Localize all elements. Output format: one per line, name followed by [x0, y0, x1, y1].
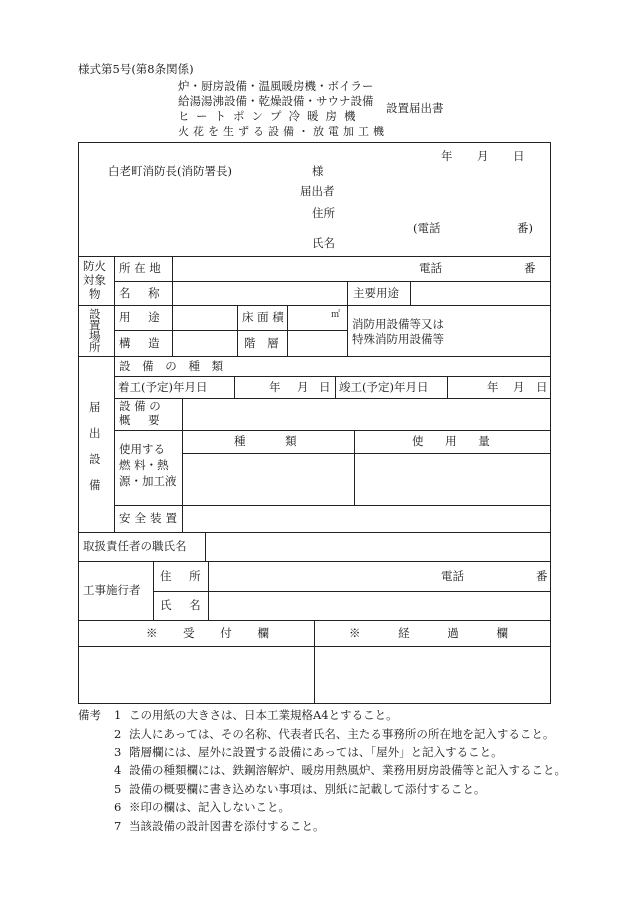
notifier-address: 住所 [312, 206, 335, 220]
floor-area-unit: ㎡ [331, 310, 341, 320]
fuel-label-3: 源・加工液 [119, 474, 177, 488]
floor-area-label: 床 面 積 [242, 310, 284, 324]
title-line-4: 火花を生ずる設備・放電加工機 [178, 125, 388, 138]
addressee-sama: 様 [312, 164, 324, 178]
install-label-1: 設 [89, 307, 101, 321]
contractor-phone-ban: 番 [536, 569, 548, 583]
floors-label: 階 層 [244, 336, 283, 350]
note-2-text: 法人にあっては、その名称、代表者氏名、主たる事務所の所在地を記入すること。 [129, 727, 555, 741]
note-6-text: ※印の欄は、記入しないこと。 [129, 800, 290, 814]
equipment-label-4: 備 [89, 478, 101, 492]
manager-label: 取扱責任者の職氏名 [83, 539, 187, 553]
date-month: 月 [477, 149, 489, 163]
install-label-3: 場 [89, 329, 101, 343]
note-4-text: 設備の種類欄には、鉄鋼溶解炉、暖房用熱風炉、業務用厨房設備等と記入すること。 [129, 763, 566, 777]
install-label-4: 所 [89, 340, 101, 354]
main-use-label: 主要用途 [353, 286, 399, 300]
fuel-label-2: 燃 料・熱 [119, 458, 169, 472]
complete-year: 年 [487, 380, 499, 394]
title-suffix: 設置届出書 [386, 101, 444, 115]
equipment-kind-label: 設 備 の 種 類 [119, 359, 228, 373]
name-label: 名 称 [119, 286, 167, 300]
overview-label-2: 概 要 [119, 413, 167, 427]
note-5-num: 5 [114, 782, 122, 796]
fire-equip-label-2: 特殊消防用設備等 [352, 332, 444, 346]
equipment-label-3: 設 [89, 452, 101, 466]
notifier-label: 届出者 [300, 184, 335, 198]
start-year: 年 [269, 380, 281, 394]
safety-device-label: 安全装置 [119, 511, 181, 525]
structure-label: 構 造 [119, 336, 167, 350]
form-number: 様式第5号(第8条関係) [78, 62, 194, 76]
contractor-phone: 電話 [441, 569, 464, 583]
install-label-2: 置 [89, 318, 101, 332]
contractor-address-label: 住 所 [160, 569, 208, 583]
addressee: 白老町消防長(消防署長) [108, 164, 232, 178]
fire-target-label-3: 物 [89, 287, 101, 301]
start-date-label: 着工(予定)年月日 [118, 380, 208, 394]
notifier-phone: (電話 [413, 221, 441, 235]
note-5-text: 設備の概要欄に書き込めない事項は、別紙に記載して添付すること。 [129, 782, 486, 796]
note-3-text: 階層欄には、屋外に設置する設備にあっては、「屋外」と記入すること。 [129, 745, 503, 759]
location-phone-ban: 番 [524, 261, 536, 275]
use-label: 用 途 [119, 310, 167, 324]
overview-label-1: 設 備 の [119, 399, 161, 413]
note-4-num: 4 [114, 763, 122, 777]
notifier-name: 氏名 [312, 236, 335, 250]
note-2-num: 2 [114, 727, 122, 741]
start-month: 月 [297, 380, 309, 394]
amount-column-header: 使 用 量 [412, 434, 490, 448]
fire-target-label-1: 防火 [83, 259, 106, 273]
location-label: 所 在 地 [119, 261, 161, 275]
complete-day: 日 [536, 380, 548, 394]
location-phone: 電話 [419, 261, 442, 275]
title-line-3: ヒートポンプ冷暖房機 [178, 109, 363, 123]
title-line-1: 炉・厨房設備・温風暖房機・ボイラー [178, 79, 374, 93]
title-line-2: 給湯湯沸設備・乾燥設備・サウナ設備 [178, 94, 374, 108]
note-1-text: この用紙の大きさは、日本工業規格A4とすること。 [129, 708, 398, 722]
note-7-num: 7 [114, 819, 122, 833]
complete-date-label: 竣工(予定)年月日 [339, 380, 429, 394]
fire-target-label-2: 対象 [83, 273, 106, 287]
contractor-name-label: 氏 名 [160, 598, 208, 612]
equipment-label-2: 出 [89, 426, 101, 440]
fuel-label-1: 使用する [119, 442, 165, 456]
contractor-label: 工事施行者 [83, 583, 141, 597]
start-day: 日 [319, 380, 331, 394]
notes-heading: 備考 [78, 708, 101, 722]
date-day: 日 [513, 149, 525, 163]
note-6-num: 6 [114, 800, 122, 814]
date-year: 年 [441, 149, 453, 163]
equipment-label-1: 届 [89, 400, 101, 414]
notifier-phone-ban: 番) [517, 221, 533, 235]
note-3-num: 3 [114, 745, 122, 759]
progress-header: ※ 経 過 欄 [349, 626, 508, 640]
type-column-header: 種 類 [234, 434, 297, 448]
fire-equip-label-1: 消防用設備等又は [352, 317, 444, 331]
complete-month: 月 [513, 380, 525, 394]
note-1-num: 1 [114, 708, 122, 722]
note-7-text: 当該設備の設計図書を添付すること。 [129, 819, 325, 833]
reception-header: ※ 受 付 欄 [146, 626, 269, 640]
